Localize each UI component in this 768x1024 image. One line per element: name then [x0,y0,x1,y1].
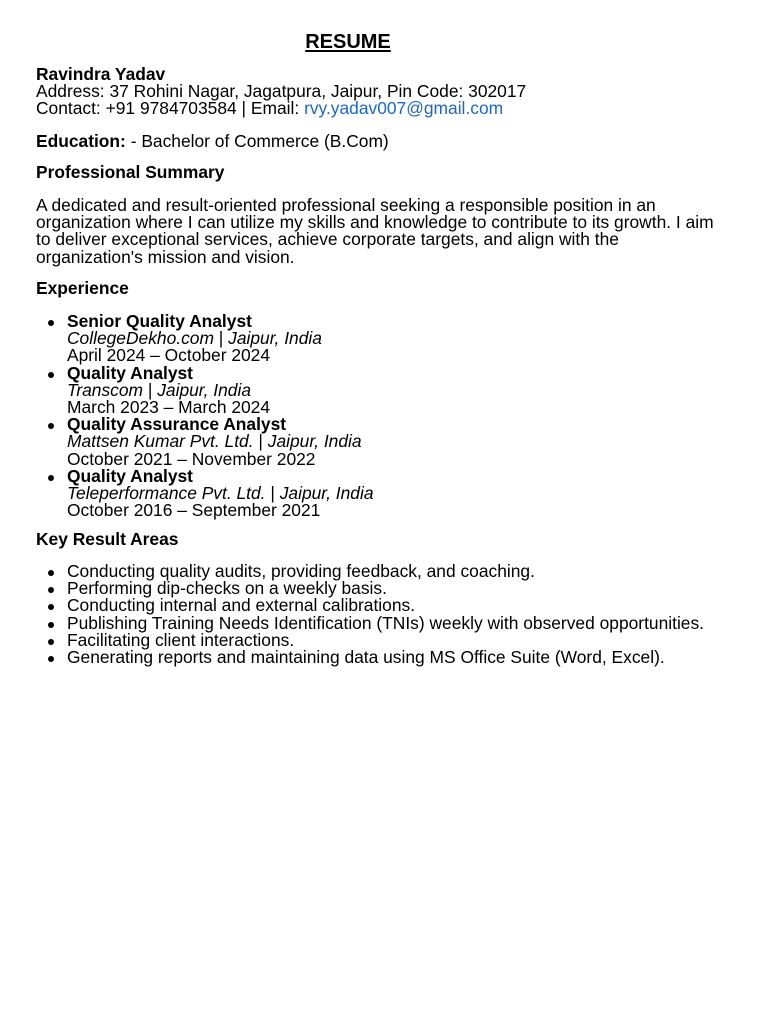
contact-label: Contact: [36,98,101,119]
experience-role: Senior Quality Analyst [67,311,252,331]
experience-period: April 2024 – October 2024 [67,345,271,366]
experience-separator: | [218,328,224,349]
kra-item: Generating reports and maintaining data using MS Office Suite (Word, Excel). [36,649,736,666]
experience-period: March 2023 – March 2024 [67,397,271,418]
experience-location: Jaipur, India [157,379,252,400]
kra-item: Conducting internal and external calibrations. [36,597,736,614]
experience-company: Transcom [67,379,144,400]
experience-heading: Experience [36,278,129,298]
kra-item: Facilitating client interactions. [36,632,736,649]
experience-location: Jaipur, India [267,431,362,452]
kra-list-wrap [36,563,736,666]
experience-role: Quality Analyst [67,362,193,383]
experience-company: Teleperformance Pvt. Ltd. [67,483,266,504]
experience-company: CollegeDekho.com [67,328,214,349]
experience-role: Quality Analyst [67,465,193,486]
phone-number: +91 9784703584 [105,98,237,119]
resume-title: RESUME [305,31,391,53]
experience-list [36,313,736,519]
experience-separator: | [147,379,153,400]
experience-list-wrap [36,313,736,519]
summary-heading: Professional Summary [36,162,225,182]
education-value: - Bachelor of Commerce (B.Com) [130,131,389,151]
address-value: 37 Rohini Nagar, Jagatpura, Jaipur, Pin Code: 302017 [109,81,527,102]
kra-item: Conducting quality audits, providing feedback, and coaching. [36,563,736,580]
experience-separator: | [258,431,263,452]
experience-role: Quality Assurance Analyst [67,414,287,435]
experience-location: Jaipur, India [279,483,374,504]
contact-block [36,66,736,118]
experience-item [36,465,736,521]
email-link[interactable]: rvy.yadav007@gmail.com [304,98,504,119]
contact-line [36,100,736,117]
education-line [36,133,736,150]
kra-heading: Key Result Areas [36,529,179,549]
experience-period: October 2016 – September 2021 [67,500,321,521]
education-label: Education: [36,131,126,151]
kra-item: Publishing Training Needs Identification (TNIs) weekly with observed opportunities. [36,615,736,632]
address-label: Address: [36,81,105,102]
candidate-name: Ravindra Yadav [36,64,166,84]
experience-item [36,416,736,468]
experience-item [36,362,736,418]
experience-location: Jaipur, India [228,328,322,349]
kra-list [36,563,736,666]
kra-item: Performing dip-checks on a weekly basis. [36,580,736,597]
experience-period: October 2021 – November 2022 [67,448,316,469]
experience-company: Mattsen Kumar Pvt. Ltd. [67,431,254,452]
contact-separator: | [241,98,247,119]
experience-separator: | [270,483,275,504]
email-label: Email: [250,98,300,119]
experience-item [36,313,736,365]
summary-text: A dedicated and result-oriented professional seeking a responsible position in an organization where I can utilize my skills and knowledge to contribute to its growth. I aim to deliver exceptional services, achieve corporate targets, and align with the organization's mission and vision. [36,195,714,267]
